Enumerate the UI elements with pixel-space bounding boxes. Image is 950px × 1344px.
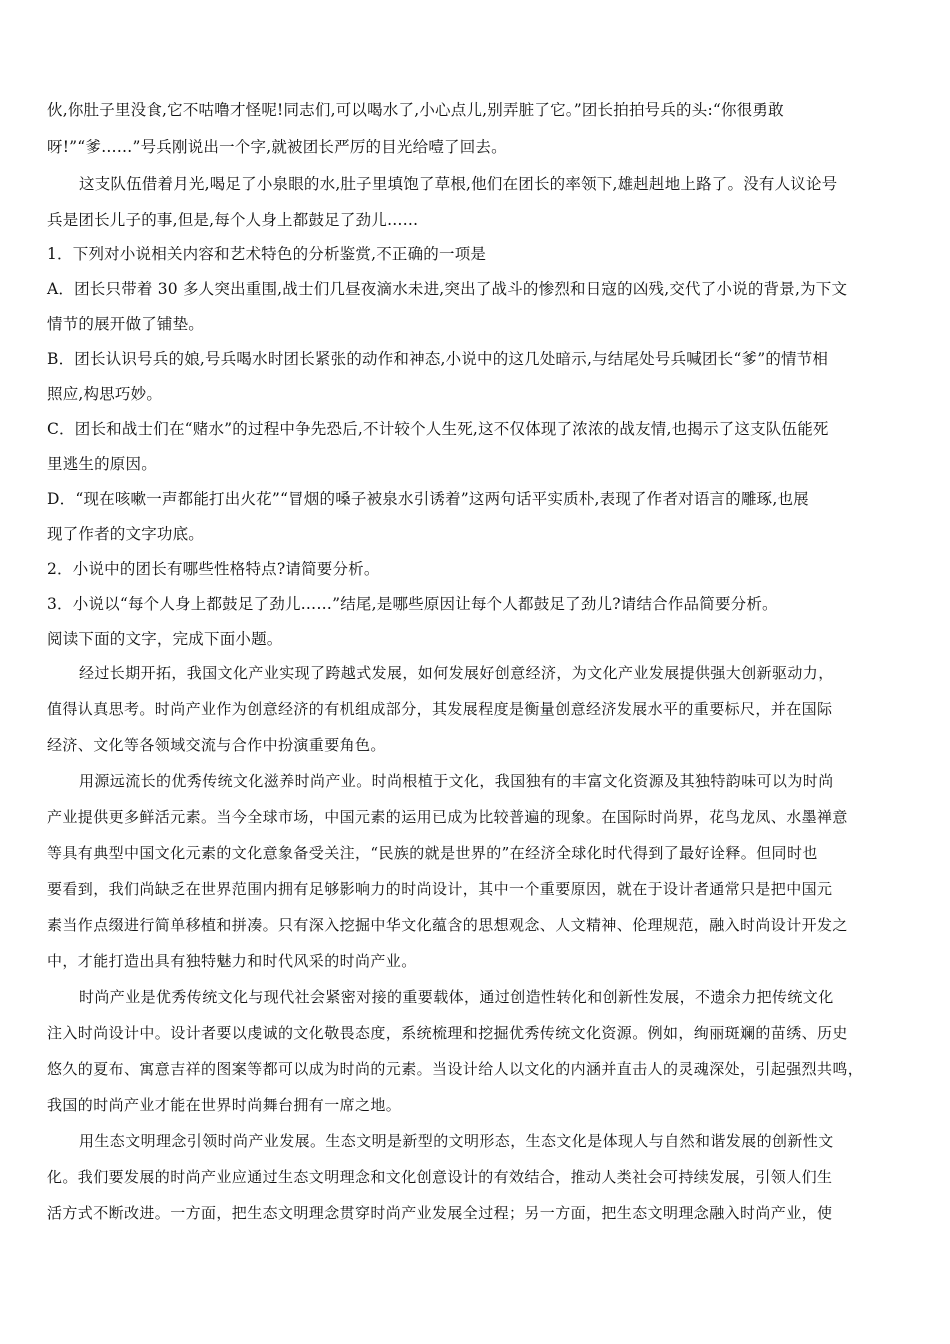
question-1-stem: 1．下列对小说相关内容和艺术特色的分析鉴赏,不正确的一项是 xyxy=(47,245,487,263)
essay-line: 等具有典型中国文化元素的文化意象备受关注，“民族的就是世界的”在经济全球化时代得到了最好诠释。但同时也 xyxy=(47,844,818,862)
essay-line: 产业提供更多鲜活元素。当今全球市场，中国元素的运用已成为比较普遍的现象。在国际时尚界，花鸟龙凤、水墨禅意 xyxy=(47,808,848,826)
option-c: 里逃生的原因。 xyxy=(47,455,157,473)
option-c: C．团长和战士们在“赌水”的过程中争先恐后,不计较个人生死,这不仅体现了浓浓的战友情,也揭示了这支队伍能死 xyxy=(47,420,829,438)
essay-line: 用源远流长的优秀传统文化滋养时尚产业。时尚根植于文化，我国独有的丰富文化资源及其独特韵味可以为时尚 xyxy=(79,772,834,790)
story-line: 兵是团长儿子的事,但是,每个人身上都鼓足了劲儿…… xyxy=(47,211,419,229)
option-b: 照应,构思巧妙。 xyxy=(47,385,163,403)
essay-line: 经济、文化等各领域交流与合作中扮演重要角色。 xyxy=(47,736,386,754)
question-2: 2．小说中的团长有哪些性格特点?请简要分析。 xyxy=(47,560,380,578)
reading-prompt: 阅读下面的文字，完成下面小题。 xyxy=(47,630,283,648)
essay-line: 用生态文明理念引领时尚产业发展。生态文明是新型的文明形态，生态文化是体现人与自然和谐发展的创新性文 xyxy=(79,1132,834,1150)
essay-line: 时尚产业是优秀传统文化与现代社会紧密对接的重要载体，通过创造性转化和创新性发展，不遗余力把传统文化 xyxy=(79,988,834,1006)
essay-line: 我国的时尚产业才能在世界时尚舞台拥有一席之地。 xyxy=(47,1096,402,1114)
story-line: 伙,你肚子里没食,它不咕噜才怪呢!同志们,可以喝水了,小心点儿,别弄脏了它。”团长拍拍号兵的头:“你很勇敢 xyxy=(47,101,784,119)
option-a: 情节的展开做了铺垫。 xyxy=(47,315,205,333)
essay-line: 素当作点缀进行简单移植和拼凑。只有深入挖掘中华文化蕴含的思想观念、人文精神、伦理规范，融入时尚设计开发之 xyxy=(47,916,848,934)
question-3: 3．小说以“每个人身上都鼓足了劲儿……”结尾,是哪些原因让每个人都鼓足了劲儿?请结合作品简要分析。 xyxy=(47,595,778,613)
essay-line: 值得认真思考。时尚产业作为创意经济的有机组成部分，其发展程度是衡量创意经济发展水平的重要标尺，并在国际 xyxy=(47,700,833,718)
option-a: A．团长只带着 30 多人突出重围,战士们几昼夜滴水未进,突出了战斗的惨烈和日寇的凶残,交代了小说的背景,为下文 xyxy=(47,280,848,298)
essay-line: 活方式不断改进。一方面，把生态文明理念贯穿时尚产业发展全过程；另一方面，把生态文明理念融入时尚产业，使 xyxy=(47,1204,833,1222)
story-line: 呀!”“爹……”号兵刚说出一个字,就被团长严厉的目光给噎了回去。 xyxy=(47,138,507,156)
story-line: 这支队伍借着月光,喝足了小泉眼的水,肚子里填饱了草根,他们在团长的率领下,雄赳赳地上路了。没有人议论号 xyxy=(79,175,838,193)
essay-line: 要看到，我们尚缺乏在世界范围内拥有足够影响力的时尚设计，其中一个重要原因，就在于设计者通常只是把中国元 xyxy=(47,880,833,898)
essay-line: 化。我们要发展的时尚产业应通过生态文明理念和文化创意设计的有效结合，推动人类社会可持续发展，引领人们生 xyxy=(47,1168,833,1186)
option-d: D．“现在咳嗽一声都能打出火花”“冒烟的嗓子被泉水引诱着”这两句话平实质朴,表现了作者对语言的雕琢,也展 xyxy=(47,490,809,508)
option-d: 现了作者的文字功底。 xyxy=(47,525,205,543)
essay-line: 注入时尚设计中。设计者要以虔诚的文化敬畏态度，系统梳理和挖掘优秀传统文化资源。例如，绚丽斑斓的苗绣、历史 xyxy=(47,1024,848,1042)
option-b: B．团长认识号兵的娘,号兵喝水时团长紧张的动作和神态,小说中的这几处暗示,与结尾处号兵喊团长“爹”的情节相 xyxy=(47,350,829,368)
essay-line: 经过长期开拓，我国文化产业实现了跨越式发展，如何发展好创意经济，为文化产业发展提供强大创新驱动力， xyxy=(79,664,834,682)
essay-line: 中，才能打造出具有独特魅力和时代风采的时尚产业。 xyxy=(47,952,417,970)
essay-line: 悠久的夏布、寓意吉祥的图案等都可以成为时尚的元素。当设计给人以文化的内涵并直击人的灵魂深处，引起强烈共鸣， xyxy=(47,1060,864,1078)
